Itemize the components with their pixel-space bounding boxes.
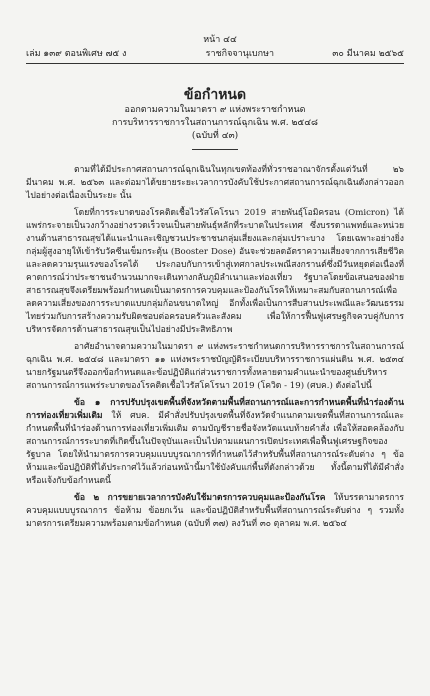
clause-1: [26, 397, 404, 488]
clause-2-heading: ข้อ ๒ การขยายเวลาการบังคับใช้มาตรการควบคุมและป้องกันโรค: [74, 493, 326, 503]
clause-1-text: ให้ ศบค. มีคำสั่งปรับปรุงเขตพื้นที่จังหวัดจำแนกตามเขตพื้นที่สถานการณ์และกำหนดพื้นที่นำร่องด้านการท่องเที่ยวเพิ่มเติม ตามบัญชีรายชื่อจังหวัดแนบท้ายคำสั่ง เพื่อให้สอดคล้องกับสถานการณ์การระบาดที่เกิดขึ้นในปัจจุบันและเป็นไปตามแผนการเปิดประเทศเพื่อฟื้นฟูเศรษฐกิจของรัฐบาล โดยให้นำมาตรการควบคุมแบบบูรณาการที่กำหนดไว้สำหรับพื้นที่สถานการณ์ระดับต่าง ๆ ข้อห้ามและข้อปฏิบัติที่ได้ประกาศไว้แล้วก่อนหน้านี้มาใช้บังคับแก่พื้นที่ดังกล่าวด้วย ทั้งนี้ตามที่ได้มีคำสั่งหรือแจ้งกับข้อกำหนดนี้: [26, 411, 405, 486]
paragraph-authority: อาศัยอำนาจตามความในมาตรา ๙ แห่งพระราชกำหนดการบริหารราชการในสถานการณ์ฉุกเฉิน พ.ศ. ๒๕๔๘ และมาตรา ๑๑ แห่งพระราชบัญญัติระเบียบบริหารราชการแผ่นดิน พ.ศ. ๒๕๓๔ นายกรัฐมนตรีจึงออกข้อกำหนดและข้อปฏิบัติแก่ส่วนราชการทั้งหลายตามคำแนะนำของศูนย์บริหารสถานการณ์การแพร่ระบาดของโรคติดเชื้อไวรัสโคโรนา 2019 (โควิด - 19) (ศบค.) ดังต่อไปนี้: [26, 342, 404, 391]
paragraph-preamble: ตามที่ได้มีประกาศสถานการณ์ฉุกเฉินในทุกเขตท้องที่ทั่วราชอาณาจักรตั้งแต่วันที่ ๒๖ มีนาคม พ.ศ. ๒๕๖๓ และต่อมาได้ขยายระยะเวลาการบังคับใช้ประกาศสถานการณ์ฉุกเฉินดังกล่าวออกไปอย่างต่อเนื่องเป็นระยะ นั้น: [26, 165, 404, 201]
clause-2: [26, 492, 404, 531]
subtitle-line-3: (ฉบับที่ ๔๓): [191, 131, 239, 141]
publish-date: ๓๐ มีนาคม ๒๕๖๕: [332, 49, 404, 59]
clause-2-text: ให้บรรดามาตรการควบคุมแบบบูรณาการ ข้อห้าม ข้อยกเว้น และข้อปฏิบัติสำหรับพื้นที่สถานการณ์ระดับต่าง ๆ รวมทั้งมาตรการเตรียมความพร้อมตามข้อกำหนด (ฉบับที่ ๓๗) ลงวันที่ ๓๐ ตุลาคม พ.ศ. ๒๕๖๔: [26, 493, 404, 529]
header-rule: [26, 63, 404, 64]
document-title: ข้อกำหนด: [183, 87, 247, 103]
title-rule: [192, 149, 238, 150]
subtitle-line-2: การบริหารราชการในสถานการณ์ฉุกเฉิน พ.ศ. ๒๕๔๘: [112, 118, 318, 128]
volume-label: เล่ม ๑๓๙ ตอนพิเศษ ๗๕ ง: [26, 49, 127, 59]
paragraph-rationale: โดยที่การระบาดของโรคติดเชื้อไวรัสโคโรนา 2019 สายพันธุ์โอมิครอน (Omicron) ได้แพร่กระจายเป็นวงกว้างอย่างรวดเร็วจนเป็นสายพันธุ์หลักที่ระบาดในประเทศ ซึ่งบรรดาแพทย์และหน่วยงานด้านสาธารณสุขได้แนะนำและเชิญชวนประชาชนกลุ่มเสี่ยงและกลุ่มเปราะบาง โดยเฉพาะอย่างยิ่งกลุ่มผู้สูงอายุให้เข้ารับวัคซีนเข็มกระตุ้น (Booster Dose) อันจะช่วยลดอัตราความเสี่ยงจากการเสียชีวิตและลดความรุนแรงของโรคได้ ประกอบกับการเข้าสู่เทศกาลประเพณีสงกรานต์ซึ่งมีวันหยุดต่อเนื่องที่คาดการณ์ว่าประชาชนจำนวนมากจะเดินทางกลับภูมิลำเนาและท่องเที่ยว รัฐบาลโดยข้อเสนอของฝ่ายสาธารณสุขจึงเตรียมพร้อมกำหนดเป็นมาตรการควบคุมและป้องกันโรคให้เหมาะสมกับสถานการณ์เพื่อลดความเสี่ยงของการระบาดแบบกลุ่มก้อนขนาดใหญ่ อีกทั้งเพื่อเป็นการสืบสานประเพณีและวัฒนธรรมไทยร่วมกับการสร้างความรับผิดชอบต่อครอบครัวและสังคม เพื่อให้การฟื้นฟูเศรษฐกิจควบคู่กับการบริหารจัดการด้านสาธารณสุขเป็นไปอย่างมีประสิทธิภาพ: [26, 208, 404, 335]
clause-1-heading: ข้อ ๑ การปรับปรุงเขตพื้นที่จังหวัดตามพื้นที่สถานการณ์และการกำหนดพื้นที่นำร่องด้านการท่องเที่ยวเพิ่มเติม: [26, 398, 404, 421]
gazette-name: ราชกิจจานุเบกษา: [205, 49, 275, 59]
gazette-header: [26, 48, 404, 60]
subtitle-line-1: ออกตามความในมาตรา ๙ แห่งพระราชกำหนด: [124, 105, 306, 115]
page-number: หน้า ๔๔: [203, 35, 237, 45]
